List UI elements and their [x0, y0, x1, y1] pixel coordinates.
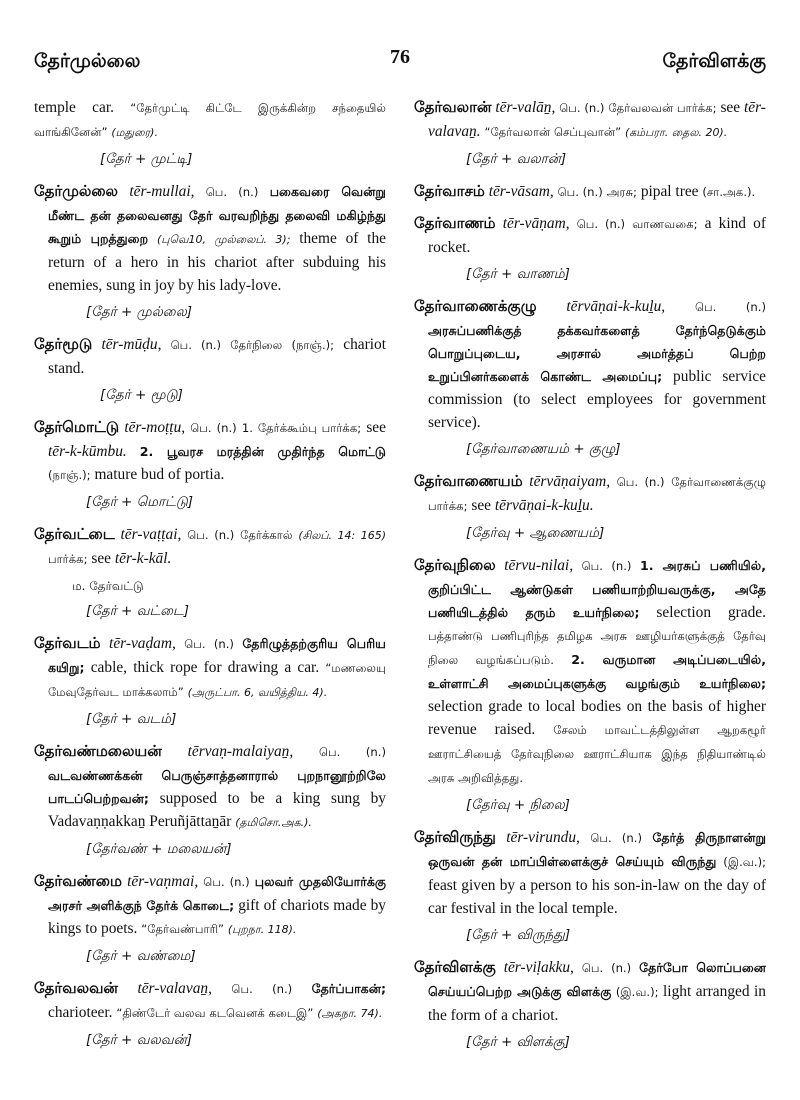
right-column: [414, 96, 766, 1063]
transliteration: tēr-mullai,: [129, 183, 195, 200]
citation: (நாஞ்.);: [291, 338, 335, 352]
etymology: [தேர் + வாணம்]: [466, 266, 570, 282]
headword: தேர்மொட்டு: [34, 418, 120, 436]
dictionary-entry: [414, 180, 766, 204]
transliteration: tēr-vaḍam,: [109, 635, 176, 652]
sense-2: 2. பூவரச மரத்தின் முதிர்ந்த மொட்டு: [139, 444, 386, 459]
quotation: “திண்டேர் வலவ கடவெனக் கடைஇ”: [116, 1006, 314, 1020]
sense-1-ta: 1. அரசுப் பணியில், குறிப்பிட்ட ஆண்டுகள் பணியாற்றியவருக்கு, அதே பணியிடத்தில் தரும் உயர்நிலை;: [428, 558, 766, 620]
part-of-speech: பெ. (n.): [581, 961, 632, 975]
see-reference: tēr-k-kūmbu.: [48, 443, 127, 460]
transliteration: tēr-vaṇmai,: [127, 873, 199, 890]
see-reference: tērvāṇai-k-kuḻu.: [494, 497, 594, 514]
transliteration: tēr-viḷakku,: [503, 959, 574, 976]
dictionary-entry: [414, 554, 766, 790]
citation: (இ.வ.);: [723, 855, 766, 869]
etymology: [தேர் + வலான்]: [466, 151, 567, 167]
definition-en: chariot stand.: [48, 336, 386, 377]
part-of-speech: பெ. (n.): [318, 745, 386, 759]
dictionary-entry: [34, 96, 386, 144]
headword: தேர்வாசம்: [414, 182, 485, 200]
left-guide-word: தேர்முல்லை: [34, 50, 141, 72]
definition-ta: தேர்போ லொப்பனை செய்யப்பெற்ற அடுக்கு விளக்கு: [428, 960, 767, 999]
definition-en: mature bud of portia.: [94, 466, 225, 483]
dictionary-entry: [414, 956, 766, 1027]
headword: தேர்வண்மலையன்: [34, 742, 162, 760]
definition-ta: அரசுப்பணிக்குத் தக்கவர்களைத் தேர்ந்தெடுக்கும் பொறுப்புடைய, அரசால் அமர்த்தப் பெற்ற உறுப்பினர்களைக் கொண்ட அமைப்பு;: [428, 323, 766, 384]
see-label: see: [91, 550, 111, 567]
citation: (தமிசொ.அக.).: [235, 816, 312, 829]
citation: (அருட்பா. 6, வயித்திய. 4).: [187, 686, 328, 699]
dictionary-entry: [414, 295, 766, 434]
headword: தேர்விருந்து: [414, 828, 496, 846]
sense-1-example: பத்தாண்டு பணிபுரிந்த தமிழக அரசு ஊழியர்களுக்குத் தேர்வு நிலை வழங்கப்படும்.: [428, 629, 766, 667]
sense-2-example: சேலம் மாவட்டத்திலுள்ள ஆறகழூர் ஊராட்சியைத் தேர்வுநிலை ஊராட்சியாக இந்த நிதியாண்டில் அரசு அறிவித்தது.: [428, 723, 766, 785]
dictionary-entry: [414, 96, 766, 144]
part-of-speech: பெ. (n.): [231, 982, 293, 996]
part-of-speech: பெ. (n.): [576, 217, 626, 231]
headword: தேர்மூடு: [34, 335, 93, 353]
headword: தேர்வலவன்: [34, 979, 118, 997]
see-reference: tēr-valavaṉ.: [428, 99, 766, 140]
part-of-speech: பெ. (n.): [694, 300, 766, 314]
definition-en: public service commission (to select employees for government service).: [428, 368, 766, 431]
transliteration: tēr-moṭṭu,: [124, 419, 186, 436]
definition-ta: தேர்ப்பாகன்;: [311, 981, 386, 996]
definition-en: supposed to be a king sung by Vadavaṇṇakkaṉ Peruñjāttaṉār: [48, 790, 386, 830]
definition-ta: தேரிழுத்தற்குரிய பெரிய கயிறு;: [48, 636, 386, 675]
headword: தேர்வலான்: [414, 98, 492, 116]
etymology: [தேர் + மொட்டு]: [86, 494, 194, 510]
definition-en: cable, thick rope for drawing a car.: [90, 659, 320, 676]
sense-2-ta: 2. வருமான அடிப்படையில், உள்ளாட்சி அமைப்புகளுக்கு வழங்கும் உயர்நிலை;: [428, 652, 766, 691]
etymology: [தேர் + விளக்கு]: [466, 1034, 570, 1050]
transliteration: tērvaṇ-malaiyaṉ,: [187, 743, 294, 760]
quotation: “தேர்வலான் செப்புவான்”: [484, 125, 622, 139]
dictionary-entry: [34, 333, 386, 380]
left-column: [34, 96, 386, 1061]
right-guide-word: தேர்விளக்கு: [662, 50, 766, 72]
definition-ta: வடவண்ணக்கன் பெருஞ்சாத்தனாரால் புறநானூற்றிலே பாடப்பெற்றவன்;: [48, 768, 386, 806]
transliteration: tērvu-nilai,: [504, 557, 574, 574]
definition-ta: அரசு;: [606, 185, 637, 199]
definition-en: temple car.: [34, 99, 131, 116]
etymology: [தேர் + மூடு]: [100, 387, 183, 403]
citation: (இ.வ.);: [615, 985, 659, 999]
citation: (புவெ10, முல்லைப். 3);: [156, 233, 291, 246]
part-of-speech: பெ. (n.): [203, 875, 250, 889]
see-label: see: [720, 99, 741, 116]
quotation: “தேர்வண்பாரி”: [141, 922, 224, 936]
definition-en: light arranged in the form of a chariot.: [428, 983, 766, 1024]
definition-ta: பகைவரை வென்று மீண்ட தன் தலைவனது தேர் வரவறிந்து தலைவி மகிழ்ந்து கூறும் புறத்துறை: [48, 184, 386, 246]
dictionary-entry: [34, 740, 386, 834]
see-reference: tēr-k-kāl.: [114, 550, 172, 567]
cognate: ம. தேர்வட்டு: [72, 579, 144, 593]
dictionary-entry: [414, 212, 766, 259]
transliteration: tēr-vāsam,: [488, 183, 554, 200]
etymology: [தேர் + வட்டை]: [86, 603, 190, 619]
citation: (நாஞ்.);: [48, 468, 91, 482]
definition-en: feast given by a person to his son-in-law on the day of car festival in the local temple.: [428, 877, 766, 917]
etymology: [தேர் + வடம்]: [86, 711, 177, 727]
etymology: [தேர்வாணையம் + குழு]: [466, 441, 621, 457]
page-number: 76: [390, 46, 410, 68]
definition-ta: தேர்நிலை: [230, 338, 283, 352]
sense-1: 1. தேர்க்கூம்பு பார்க்க;: [241, 421, 362, 435]
citation: (சா.அக.).: [702, 185, 756, 199]
headword: தேர்முல்லை: [34, 182, 119, 200]
transliteration: tēr-vāṇam,: [502, 215, 570, 232]
sense-2-en: selection grade to local bodies on the basis of higher revenue raised.: [428, 698, 766, 738]
see-ta: பார்க்க;: [48, 552, 88, 566]
etymology: [தேர்வு + ஆணையம்]: [466, 525, 605, 541]
citation: (புறநா. 118).: [227, 923, 297, 936]
dictionary-entry: [414, 826, 766, 920]
dictionary-entry: [34, 416, 386, 487]
transliteration: tērvāṇai-k-kuḻu,: [566, 298, 666, 315]
part-of-speech: பெ. (n.): [581, 559, 632, 573]
dictionary-entry: [34, 523, 386, 571]
part-of-speech: பெ. (n.): [184, 637, 234, 651]
transliteration: tēr-vaṭṭai,: [120, 526, 182, 543]
headword: தேர்வாணம்: [414, 214, 496, 232]
part-of-speech: பெ. (n.): [559, 101, 605, 115]
part-of-speech: பெ. (n.): [590, 831, 642, 845]
see-label: see: [471, 497, 491, 514]
dictionary-entry: [34, 180, 386, 297]
part-of-speech: பெ. (n.): [557, 185, 603, 199]
citation: (மதுரை).: [111, 126, 158, 139]
part-of-speech: பெ. (n.): [616, 475, 665, 489]
dictionary-entry: [34, 870, 386, 941]
definition-ta: புலவர் முதலியோர்க்கு அரசர் அளிக்குந் தேர்க் கொடை;: [48, 874, 386, 913]
citation: (சிலப். 14: 165): [298, 529, 386, 542]
headword: தேர்வட்டை: [34, 525, 115, 543]
headword: தேர்வண்மை: [34, 872, 122, 890]
definition-en: a kind of rocket.: [428, 215, 766, 256]
etymology: [தேர்வண் + மலையன்]: [86, 841, 232, 857]
part-of-speech: பெ. (n.): [190, 421, 237, 435]
see-label: see: [366, 419, 386, 436]
definition-en: pipal tree: [640, 183, 699, 200]
citation: (அகநா. 74).: [317, 1007, 383, 1020]
definition-en: gift of chariots made by kings to poets.: [48, 897, 386, 937]
quotation: “மணலையு மேவுதேர்வட மாக்கலாம்”: [48, 661, 386, 699]
sense-1-en: selection grade.: [656, 604, 766, 621]
definition-en: charioteer.: [48, 1004, 113, 1021]
dictionary-entry: [34, 977, 386, 1025]
dictionary-entry: [34, 632, 386, 704]
transliteration: tēr-mūḍu,: [101, 336, 162, 353]
etymology: [தேர் + விருந்து]: [466, 927, 571, 943]
page-header: [34, 44, 766, 84]
etymology: [தேர் + முல்லை]: [86, 304, 193, 320]
citation: (கம்பரா. தைல. 20).: [624, 126, 728, 139]
headword: தேர்வாணையம்: [414, 472, 523, 490]
definition-ta: தேர்க்கால்: [240, 528, 293, 542]
part-of-speech: பெ. (n.): [170, 338, 222, 352]
transliteration: tēr-valavaṉ,: [137, 980, 212, 997]
etymology: [தேர் + வலவன்]: [86, 1032, 192, 1048]
headword: தேர்விளக்கு: [414, 958, 496, 976]
part-of-speech: பெ. (n.): [187, 528, 235, 542]
quotation: “தேர்முட்டி கிட்டே இருக்கின்ற சந்தையில் வாங்கினேன்”: [34, 101, 386, 139]
definition-en: theme of the return of a hero in his chariot after subduing his enemies, sung in joy by his lady-love.: [48, 230, 386, 294]
transliteration: tērvāṇaiyam,: [529, 473, 611, 490]
definition-ta: தேர்த் திருநாளன்று ஒருவன் தன் மாப்பிள்ளைக்குச் செய்யும் விருந்து: [428, 830, 766, 869]
definition-ta: வாணவகை;: [632, 217, 698, 231]
transliteration: tēr-valāṉ,: [495, 99, 556, 116]
headword: தேர்வுநிலை: [414, 556, 496, 574]
dictionary-entry: [414, 470, 766, 518]
etymology: [தேர்வு + நிலை]: [466, 797, 570, 813]
etymology: [தேர் + முட்டி]: [100, 151, 193, 167]
definition-ta: தேர்வலவன் பார்க்க;: [608, 101, 717, 115]
part-of-speech: பெ. (n.): [205, 185, 259, 199]
headword: தேர்வடம்: [34, 634, 101, 652]
etymology: [தேர் + வண்மை]: [86, 948, 196, 964]
definition-ta: தேர்வாணைக்குழு பார்க்க;: [428, 475, 766, 513]
headword: தேர்வாணைக்குழு: [414, 297, 537, 315]
transliteration: tēr-virundu,: [506, 829, 580, 846]
